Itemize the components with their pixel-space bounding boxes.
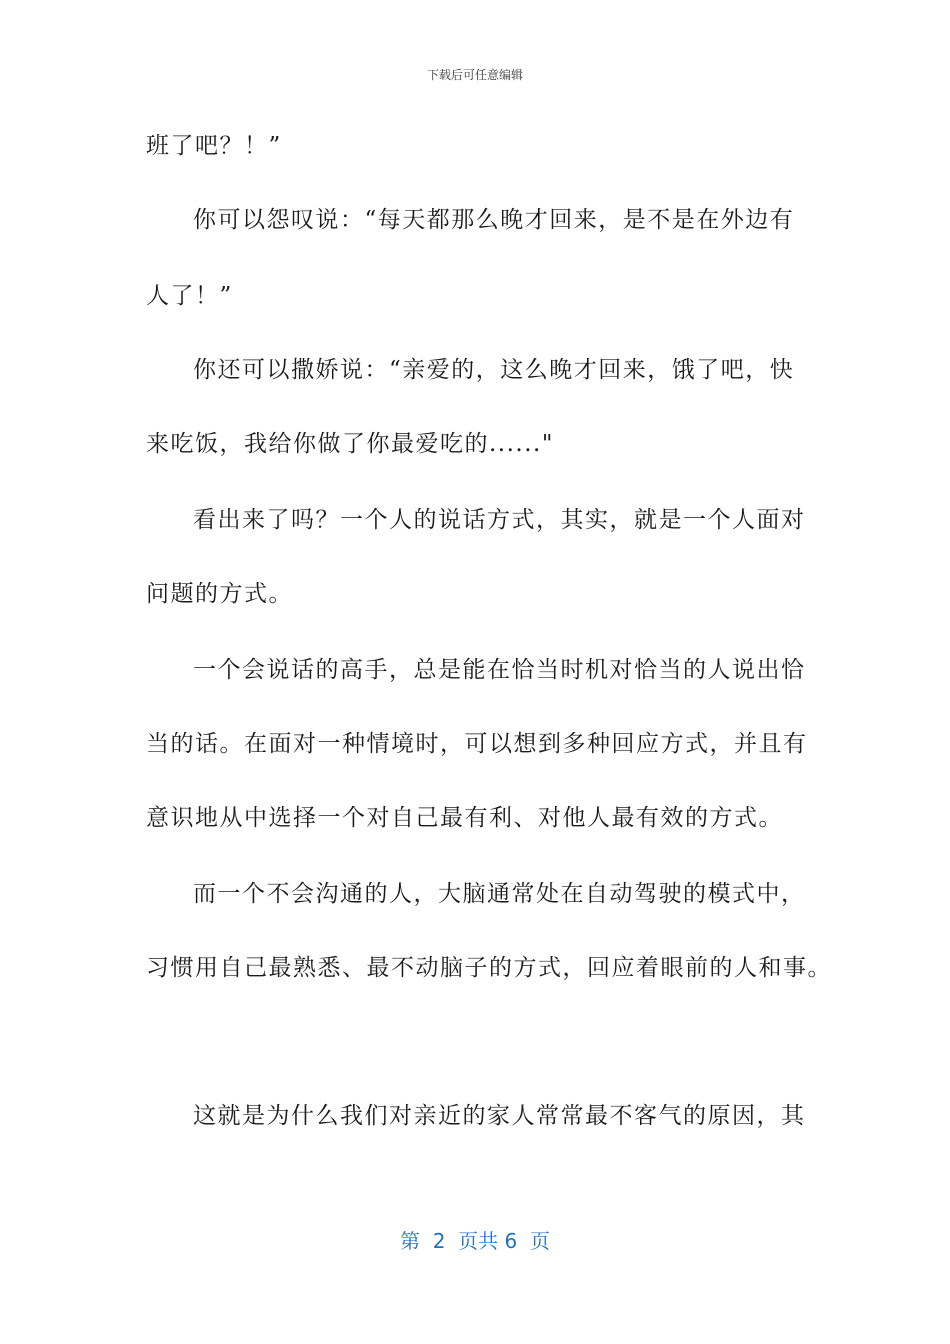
text-line-3: 人了！” <box>146 283 233 309</box>
text-line-1: 班了吧？！” <box>146 133 282 159</box>
page-header: 下载后可任意编辑 <box>426 68 523 82</box>
text-line-9: 当的话。在面对一种情境时，可以想到多种回应方式，并且有 <box>146 731 808 757</box>
text-line-6: 看出来了吗？一个人的说话方式，其实，就是一个人面对 <box>193 507 806 533</box>
text-line-5: 来吃饭，我给你做了你最爱吃的......" <box>146 431 554 457</box>
text-line-2: 你可以怨叹说：“每天都那么晚才回来，是不是在外边有 <box>193 207 795 233</box>
page-number-footer: 第 2 页共 6 页 <box>400 1229 550 1253</box>
text-line-10: 意识地从中选择一个对自己最有利、对他人最有效的方式。 <box>146 805 783 831</box>
text-line-12: 习惯用自己最熟悉、最不动脑子的方式，回应着眼前的人和事。 <box>146 955 832 981</box>
text-line-4: 你还可以撒娇说：“亲爱的，这么晚才回来，饿了吧，快 <box>193 357 795 383</box>
text-line-8: 一个会说话的高手，总是能在恰当时机对恰当的人说出恰 <box>193 657 806 683</box>
text-line-7: 问题的方式。 <box>146 581 293 607</box>
text-line-11: 而一个不会沟通的人，大脑通常处在自动驾驶的模式中， <box>193 881 806 907</box>
text-line-13: 这就是为什么我们对亲近的家人常常最不客气的原因，其 <box>193 1103 806 1129</box>
